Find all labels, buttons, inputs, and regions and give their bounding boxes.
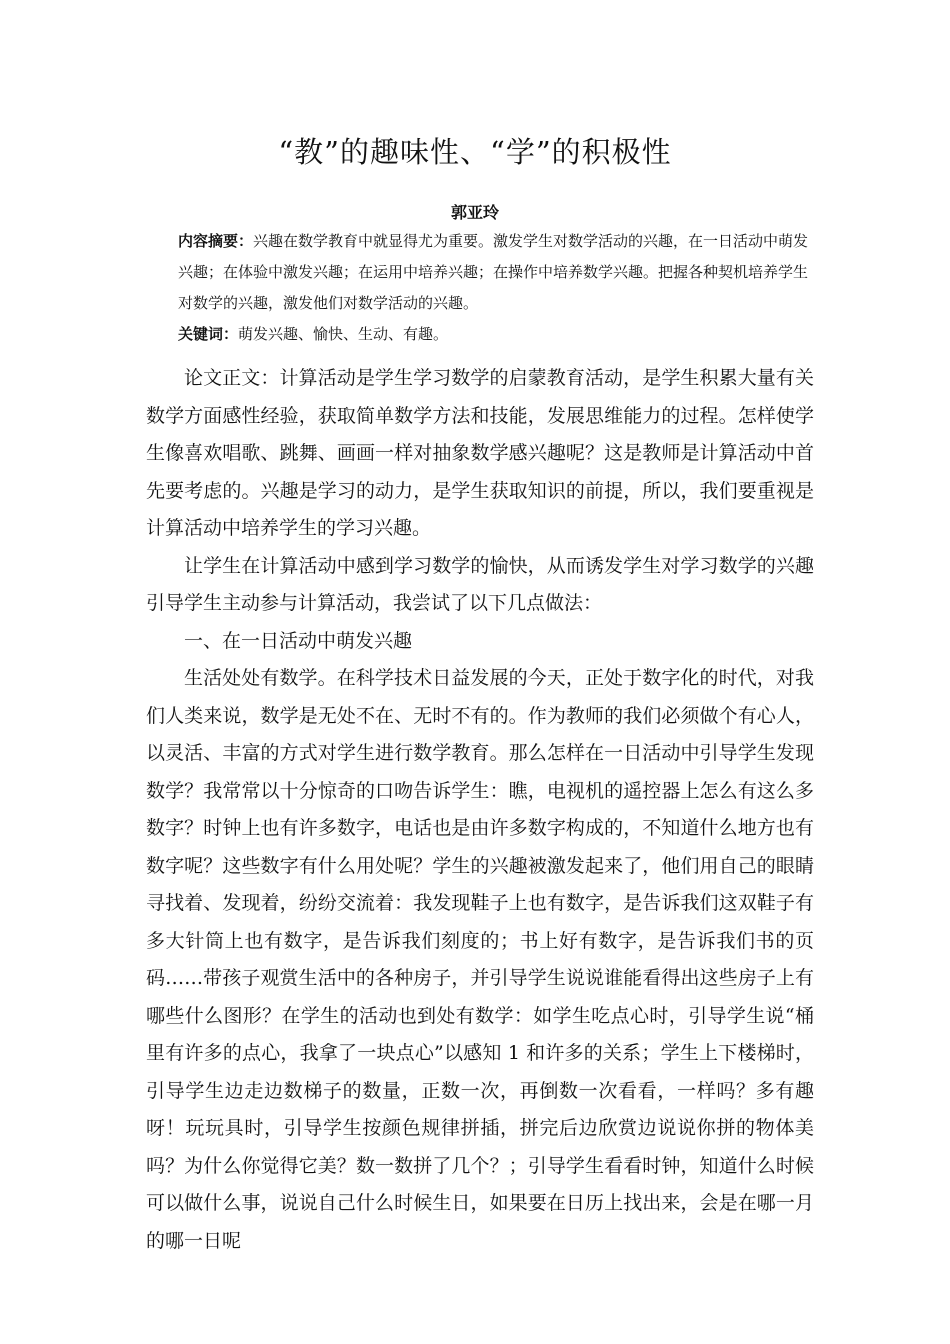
abstract-text: 兴趣在数学教育中就显得尤为重要。激发学生对数学活动的兴趣，在一日活动中萌发兴趣；在体验中激发兴趣；在运用中培养兴趣；在操作中培养数学兴趣。把握各种契机培养学生对数学的兴趣，激发他们对数学活动的兴趣。 — [178, 232, 809, 312]
body-text — [146, 360, 814, 1260]
body-paragraph: 论文正文：计算活动是学生学习数学的启蒙教育活动，是学生积累大量有关数学方面感性经验，获取简单数学方法和技能，发展思维能力的过程。怎样使学生像喜欢唱歌、跳舞、画画一样对抽象数学感兴趣呢？这是教师是计算活动中首先要考虑的。兴趣是学习的动力，是学生获取知识的前提，所以，我们要重视是计算活动中培养学生的学习兴趣。 — [146, 367, 814, 539]
section-heading: 一、在一日活动中萌发兴趣 — [184, 629, 413, 652]
body-paragraph: 生活处处有数学。在科学技术日益发展的今天，正处于数字化的时代，对我们人类来说，数学是无处不在、无时不有的。作为教师的我们必须做个有心人，以灵活、丰富的方式对学生进行数学教育。那么怎样在一日活动中引导学生发现数学？我常常以十分惊奇的口吻告诉学生：瞧，电视机的遥控器上怎么有这么多数字？时钟上也有许多数字，电话也是由许多数字构成的，不知道什么地方也有数字呢？这些数字有什么用处呢？学生的兴趣被激发起来了，他们用自己的眼睛寻找着、发现着，纷纷交流着：我发现鞋子上也有数字，是告诉我们这双鞋子有多大针筒上也有数字，是告诉我们刻度的；书上好有数字，是告诉我们书的页码……带孩子观赏生活中的各种房子，并引导学生说说谁能看得出这些房子上有哪些什么图形？在学生的活动也到处有数学：如学生吃点心时，引导学生说“桶里有许多的点心，我拿了一块点心”以感知 1 和许多的关系；学生上下楼梯时，引导学生边走边数梯子的数量，正数一次，再倒数一次看看，一样吗？多有趣呀！玩玩具时，引导学生按颜色规律拼插，拼完后边欣赏边说说你拼的物体美吗？为什么你觉得它美？数一数拼了几个？；引导学生看看时钟，知道什么时候可以做什么事，说说自己什么时候生日，如果要在日历上找出来，会是在哪一月的哪一日呢 — [146, 667, 814, 1252]
keywords-paragraph — [146, 319, 814, 350]
author-name: 郭亚玲 — [450, 203, 499, 222]
keywords-text: 萌发兴趣、愉快、生动、有趣。 — [238, 325, 449, 343]
keywords-label: 关键词： — [178, 325, 239, 343]
document-title: “教”的趣味性、“学”的积极性 — [278, 135, 672, 169]
abstract-label: 内容摘要： — [178, 232, 254, 250]
abstract-section — [146, 226, 814, 350]
body-paragraph: 让学生在计算活动中感到学习数学的愉快，从而诱发学生对学习数学的兴趣引导学生主动参与计算活动，我尝试了以下几点做法： — [146, 554, 814, 614]
abstract-paragraph — [146, 226, 814, 319]
